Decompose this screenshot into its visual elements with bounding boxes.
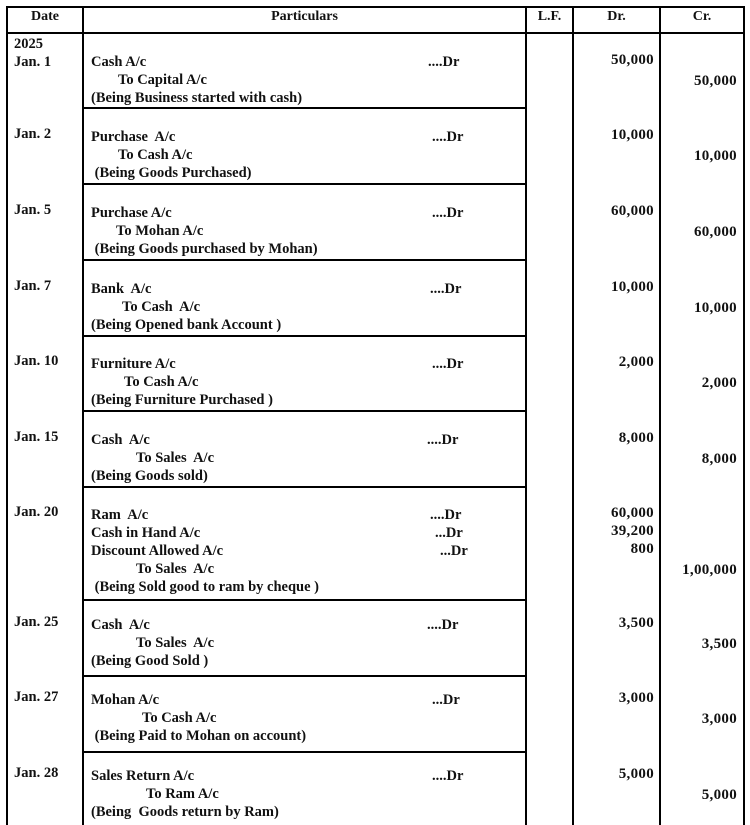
divider-lf — [572, 6, 574, 825]
credit-account: To Cash A/c — [142, 710, 217, 726]
credit-account: To Sales A/c — [136, 561, 215, 577]
debit-marker: ....Dr — [432, 129, 464, 145]
debit-marker: ....Dr — [430, 507, 462, 523]
debit-amount: 2,000 — [618, 354, 654, 370]
debit-account: Sales Return A/c — [91, 768, 195, 784]
divider-dr — [659, 6, 661, 825]
entry-date: Jan. 28 — [14, 765, 59, 781]
debit-account: Furniture A/c — [91, 356, 176, 372]
debit-amount: 10,000 — [610, 127, 654, 143]
entry-separator — [83, 410, 526, 412]
credit-amount: 50,000 — [693, 73, 737, 89]
debit-account: Cash A/c — [91, 617, 150, 633]
debit-marker: ...Dr — [435, 525, 463, 541]
debit-account: Ram A/c — [91, 507, 149, 523]
header-cr: Cr. — [692, 9, 712, 24]
credit-account: To Cash A/c — [122, 299, 201, 315]
debit-amount: 800 — [630, 541, 654, 557]
credit-amount: 3,000 — [701, 711, 737, 727]
narration: (Being Goods Purchased) — [91, 165, 252, 181]
debit-account: Discount Allowed A/c — [91, 543, 224, 559]
credit-amount: 1,00,000 — [682, 562, 737, 578]
credit-amount: 3,500 — [701, 636, 737, 652]
header-date: Date — [31, 9, 59, 24]
debit-amount: 60,000 — [610, 505, 654, 521]
credit-amount: 10,000 — [693, 300, 737, 316]
entry-date: Jan. 27 — [14, 689, 59, 705]
credit-account: To Capital A/c — [118, 72, 207, 88]
narration: (Being Business started with cash) — [91, 90, 303, 106]
divider-particulars — [525, 6, 527, 825]
entry-separator — [83, 751, 526, 753]
debit-amount: 39,200 — [610, 523, 654, 539]
debit-marker: ....Dr — [432, 768, 464, 784]
entry-date: Jan. 7 — [14, 278, 52, 294]
credit-amount: 8,000 — [701, 451, 737, 467]
entry-separator — [83, 335, 526, 337]
entry-date: Jan. 5 — [14, 202, 52, 218]
credit-account: To Cash A/c — [118, 147, 193, 163]
debit-marker: ....Dr — [430, 281, 462, 297]
border-left — [6, 6, 8, 825]
credit-amount: 60,000 — [693, 224, 737, 240]
narration: (Being Sold good to ram by cheque ) — [91, 579, 319, 595]
credit-account: To Ram A/c — [146, 786, 219, 802]
narration: (Being Good Sold ) — [91, 653, 209, 669]
credit-account: To Sales A/c — [136, 450, 215, 466]
entry-date: Jan. 1 — [14, 54, 52, 70]
narration: (Being Goods return by Ram) — [91, 804, 279, 820]
entry-date: Jan. 2 — [14, 126, 52, 142]
header-dr: Dr. — [607, 9, 626, 24]
debit-amount: 50,000 — [610, 52, 654, 68]
entry-separator — [83, 107, 526, 109]
entry-date: Jan. 10 — [14, 353, 59, 369]
entry-date: Jan. 25 — [14, 614, 59, 630]
narration: (Being Goods sold) — [91, 468, 208, 484]
debit-marker: ....Dr — [432, 356, 464, 372]
credit-account: To Cash A/c — [124, 374, 199, 390]
debit-account: Cash A/c — [91, 432, 150, 448]
entry-separator — [83, 675, 526, 677]
debit-amount: 60,000 — [610, 203, 654, 219]
header-bottom — [6, 32, 745, 34]
entry-date: Jan. 15 — [14, 429, 59, 445]
credit-amount: 5,000 — [701, 787, 737, 803]
debit-amount: 3,000 — [618, 690, 654, 706]
debit-account: Bank A/c — [91, 281, 152, 297]
entry-separator — [83, 259, 526, 261]
debit-marker: ...Dr — [432, 692, 460, 708]
debit-amount: 3,500 — [618, 615, 654, 631]
credit-account: To Sales A/c — [136, 635, 215, 651]
credit-amount: 2,000 — [701, 375, 737, 391]
debit-account: Cash A/c — [91, 54, 147, 70]
narration: (Being Goods purchased by Mohan) — [91, 241, 318, 257]
debit-amount: 10,000 — [610, 279, 654, 295]
debit-account: Cash in Hand A/c — [91, 525, 201, 541]
debit-account: Mohan A/c — [91, 692, 160, 708]
divider-date — [82, 6, 84, 825]
narration: (Being Furniture Purchased ) — [91, 392, 273, 408]
debit-amount: 8,000 — [618, 430, 654, 446]
year-label: 2025 — [14, 36, 43, 52]
debit-account: Purchase A/c — [91, 205, 172, 221]
entry-separator — [83, 183, 526, 185]
narration: (Being Opened bank Account ) — [91, 317, 282, 333]
entry-separator — [83, 486, 526, 488]
entry-date: Jan. 20 — [14, 504, 59, 520]
credit-account: To Mohan A/c — [116, 223, 204, 239]
narration: (Being Paid to Mohan on account) — [91, 728, 307, 744]
debit-amount: 5,000 — [618, 766, 654, 782]
debit-marker: ....Dr — [428, 54, 460, 70]
header-particulars: Particulars — [271, 9, 338, 24]
header-lf: L.F. — [537, 9, 562, 24]
debit-marker: ....Dr — [427, 617, 459, 633]
debit-account: Purchase A/c — [91, 129, 176, 145]
debit-marker: ....Dr — [427, 432, 459, 448]
debit-marker: ....Dr — [432, 205, 464, 221]
entry-separator — [83, 599, 526, 601]
border-right — [743, 6, 745, 825]
debit-marker: ...Dr — [440, 543, 468, 559]
credit-amount: 10,000 — [693, 148, 737, 164]
